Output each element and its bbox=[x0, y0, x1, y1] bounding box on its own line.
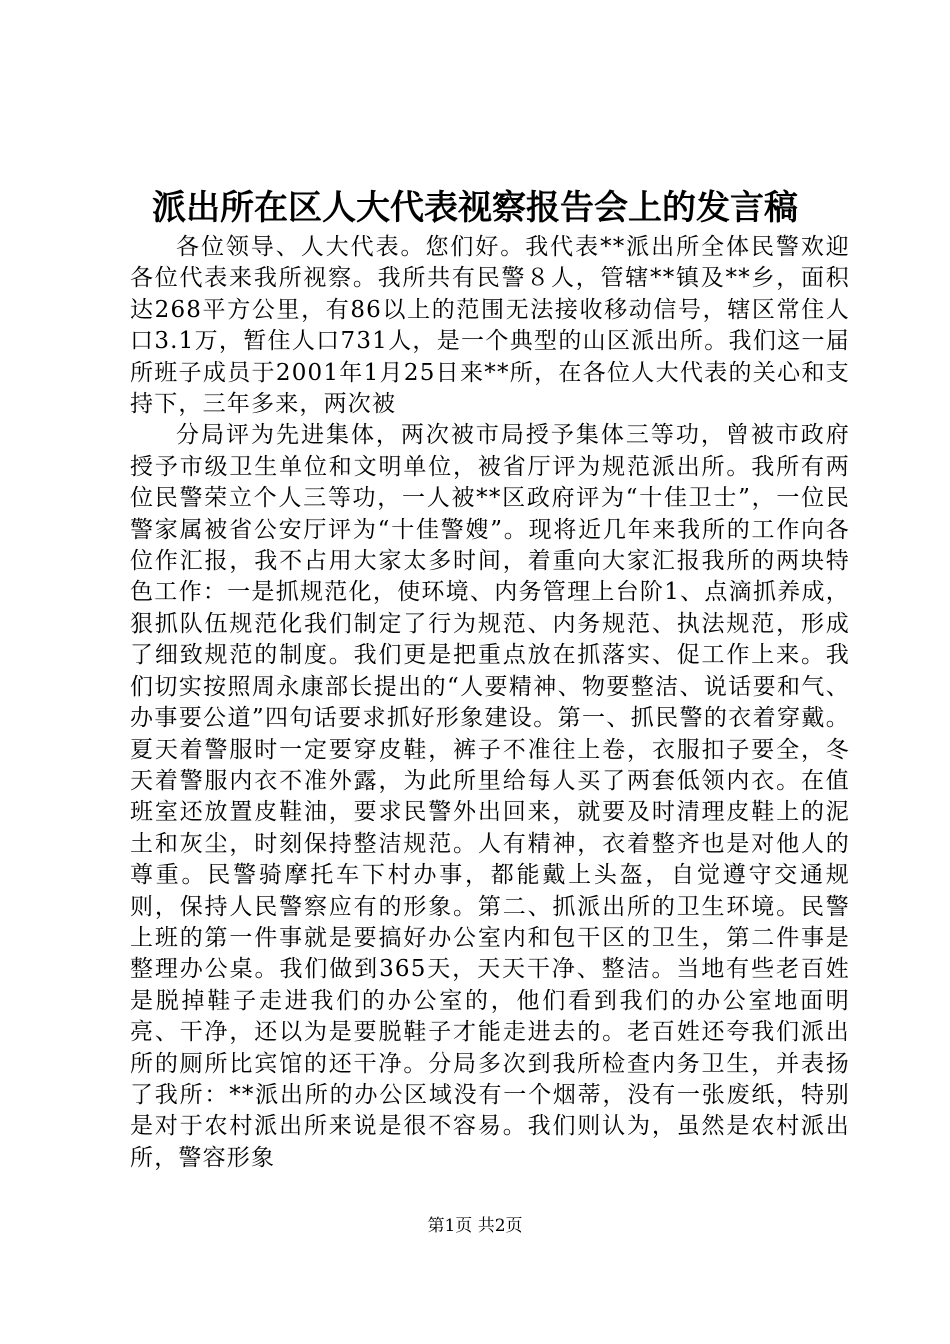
paragraph-1: 各位领导、人大代表。您们好。我代表**派出所全体民警欢迎各位代表来我所视察。我所共有民警８人，管辖**镇及**乡，面积达268平方公里，有86以上的范围无法接收移动信号，辖区常住人口3.1万，暂住人口731人，是一个典型的山区派出所。我们这一届所班子成员于2001年1月25日来**所，在各位人大代表的关心和支持下，三年多来，两次被 bbox=[130, 234, 850, 418]
document-title: 派出所在区人大代表视察报告会上的发言稿 bbox=[152, 188, 798, 228]
document-body bbox=[130, 232, 850, 1174]
page-number-footer: 第1页 共2页 bbox=[427, 1216, 523, 1236]
paragraph-2: 分局评为先进集体，两次被市局授予集体三等功，曾被市政府授予市级卫生单位和文明单位，被省厅评为规范派出所。我所有两位民警荣立个人三等功，一人被**区政府评为“十佳卫士”，一位民警家属被省公安厅评为“十佳警嫂”。现将近几年来我所的工作向各位作汇报，我不占用大家太多时间，着重向大家汇报我所的两块特色工作：一是抓规范化，使环境、内务管理上台阶1、点滴抓养成，狠抓队伍规范化我们制定了行为规范、内务规范、执法规范，形成了细致规范的制度。我们更是把重点放在抓落实、促工作上来。我们切实按照周永康部长提出的“人要精神、物要整洁、说话要和气、办事要公道”四句话要求抓好形象建设。第一、抓民警的衣着穿戴。夏天着警服时一定要穿皮鞋，裤子不准往上卷，衣服扣子要全，冬天着警服内衣不准外露，为此所里给每人买了两套低领内衣。在值班室还放置皮鞋油，要求民警外出回来，就要及时清理皮鞋上的泥土和灰尘，时刻保持整洁规范。人有精神，衣着整齐也是对他人的尊重。民警骑摩托车下村办事，都能戴上头盔，自觉遵守交通规则，保持人民警察应有的形象。第二、抓派出所的卫生环境。民警上班的第一件事就是要搞好办公室内和包干区的卫生，第二件事是整理办公桌。我们做到365天，天天干净、整洁。当地有些老百姓是脱掉鞋子走进我们的办公室的，他们看到我们的办公室地面明亮、干净，还以为是要脱鞋子才能走进去的。老百姓还夸我们派出所的厕所比宾馆的还干净。分局多次到我所检查内务卫生，并表扬了我所：**派出所的办公区域没有一个烟蒂，没有一张废纸，特别是对于农村派出所来说是很不容易。我们则认为，虽然是农村派出所，警容形象 bbox=[130, 422, 850, 1171]
